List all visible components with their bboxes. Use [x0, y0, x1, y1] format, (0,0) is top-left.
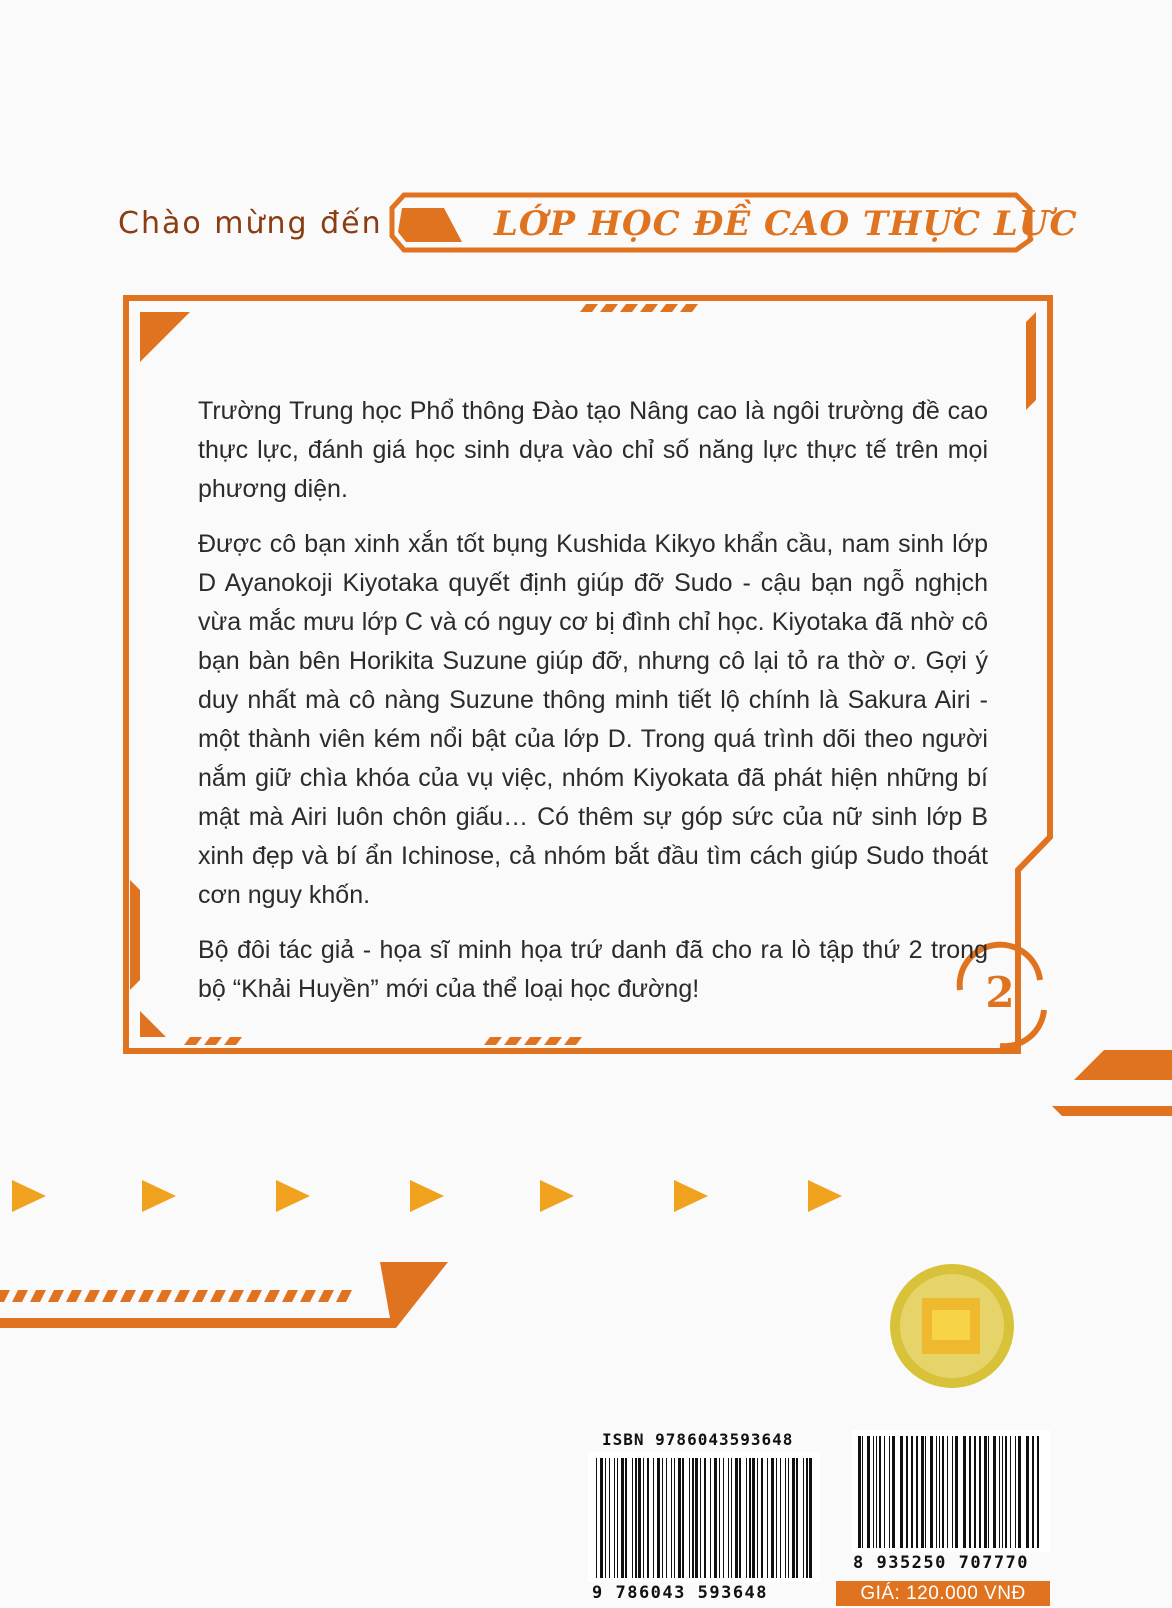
play-triangle-icon — [12, 1180, 46, 1212]
barcode-bar — [1018, 1436, 1021, 1548]
barcode-bar — [916, 1436, 918, 1548]
barcode-bar — [809, 1458, 812, 1578]
barcode-bar — [955, 1436, 958, 1548]
barcode-bar — [806, 1458, 808, 1578]
play-triangle-icon — [674, 1180, 708, 1212]
barcode-bar — [952, 1436, 953, 1548]
barcode-bar — [752, 1458, 755, 1578]
play-triangle-icon — [540, 1180, 574, 1212]
barcode-bar — [867, 1436, 870, 1548]
barcode-bar — [947, 1436, 948, 1548]
barcode-bar — [674, 1458, 675, 1578]
summary-paragraph: Trường Trung học Phổ thông Đào tạo Nâng cao là ngôi trường đề cao thực lực, đánh giá học sinh dựa vào chỉ số năng lực thực tế trên mọi phương diện. — [198, 397, 988, 503]
barcode-bar — [609, 1458, 610, 1578]
barcode-bar — [700, 1458, 701, 1578]
header-banner-cap — [398, 208, 462, 242]
barcode-bar — [936, 1436, 937, 1548]
barcode-bar — [785, 1458, 786, 1578]
barcode-bar — [876, 1436, 877, 1548]
barcode-bar — [666, 1458, 667, 1578]
diagonal-hatches — [0, 1290, 352, 1302]
barcode-bar — [638, 1458, 641, 1578]
series-title: LỚP HỌC ĐỀ CAO THỰC LỰC — [494, 204, 1078, 244]
play-triangle-icon — [142, 1180, 176, 1212]
price-badge: GIÁ: 120.000 VNĐ — [836, 1581, 1050, 1606]
barcode-bar — [803, 1458, 804, 1578]
barcode-bar — [988, 1436, 989, 1548]
barcode-bar — [969, 1436, 971, 1548]
barcode-bar — [731, 1458, 732, 1578]
barcode-bar — [621, 1458, 624, 1578]
barcode-bar — [906, 1436, 908, 1548]
barcode-bar — [930, 1436, 933, 1548]
barcode-bar — [1010, 1436, 1011, 1548]
barcode-bar — [884, 1436, 885, 1548]
barcode-bar — [984, 1436, 987, 1548]
barcode-bar — [728, 1458, 729, 1578]
play-triangle-icon — [808, 1180, 842, 1212]
barcode-bar — [689, 1458, 690, 1578]
barcode-bar — [723, 1458, 724, 1578]
barcode-bar — [771, 1458, 774, 1578]
barcode-bar — [643, 1458, 644, 1578]
barcode-bar — [1005, 1436, 1007, 1548]
diagonal-band — [0, 1262, 448, 1328]
barcode-bar — [749, 1458, 751, 1578]
barcode-bar — [605, 1458, 606, 1578]
side-stripe — [1074, 1050, 1172, 1080]
ean-barcode-digits: 8 935250 707770 — [853, 1553, 1030, 1573]
barcode-bar — [942, 1436, 944, 1548]
barcode-bar — [921, 1436, 924, 1548]
barcode-bar — [596, 1458, 597, 1578]
barcode-bar — [647, 1458, 649, 1578]
barcode-bar — [653, 1458, 654, 1578]
barcode-bar — [999, 1436, 1000, 1548]
barcode-bar — [862, 1436, 863, 1548]
barcode-bar — [979, 1436, 981, 1548]
barcode-bar — [963, 1436, 966, 1548]
barcode-bar — [714, 1458, 717, 1578]
barcode-bar — [757, 1458, 758, 1578]
barcode-bar — [792, 1458, 795, 1578]
barcode-bar — [788, 1458, 789, 1578]
barcode-bar — [625, 1458, 627, 1578]
barcode-bar — [735, 1458, 738, 1578]
frame-side-bar — [1026, 312, 1036, 410]
barcode-bar — [889, 1436, 890, 1548]
frame-hatch-bottom — [184, 1037, 582, 1045]
barcode-bar — [671, 1458, 672, 1578]
barcode-bar — [719, 1458, 720, 1578]
barcode-bar — [776, 1458, 777, 1578]
barcode-bar — [678, 1458, 681, 1578]
play-triangle-icon — [276, 1180, 310, 1212]
frame-side-bar — [130, 880, 140, 990]
barcode-bar — [974, 1436, 976, 1548]
isbn-barcode-digits: 9 786043 593648 — [592, 1583, 769, 1603]
barcode-bar — [1037, 1436, 1039, 1548]
barcode-bar — [911, 1436, 913, 1548]
barcode-bar — [617, 1458, 618, 1578]
barcode-bar — [614, 1458, 615, 1578]
barcode-bar — [692, 1458, 694, 1578]
barcode-bar — [1026, 1436, 1029, 1548]
barcode-bar — [879, 1436, 881, 1548]
barcode-bar — [939, 1436, 940, 1548]
barcode-bar — [695, 1458, 698, 1578]
barcode-bar — [600, 1458, 603, 1578]
barcode-bar — [761, 1458, 763, 1578]
frame-hatch-top — [580, 304, 698, 312]
header-welcome: Chào mừng đến — [118, 206, 383, 241]
barcode-bar — [710, 1458, 711, 1578]
barcode-bar — [993, 1436, 996, 1548]
hologram-sticker-icon — [890, 1264, 1014, 1388]
barcode-bar — [858, 1436, 861, 1548]
play-triangle-row — [12, 1180, 842, 1212]
barcode-bar — [767, 1458, 768, 1578]
barcode-bar — [1015, 1436, 1016, 1548]
barcode-bar — [873, 1436, 874, 1548]
summary-paragraph: Bộ đôi tác giả - họa sĩ minh họa trứ danh đã cho ra lò tập thứ 2 trong bộ “Khải Huyền” mới của thể loại học đường! — [198, 936, 988, 1003]
isbn-label: ISBN 9786043593648 — [602, 1430, 794, 1449]
barcode-bar — [892, 1436, 895, 1548]
summary-paragraph: Được cô bạn xinh xắn tốt bụng Kushida Kikyo khẩn cầu, nam sinh lớp D Ayanokoji Kiyotaka quyết định giúp đỡ Sudo - cậu bạn ngỗ nghịch vừa mắc mưu lớp C và có nguy cơ bị đình chỉ học. Kiyotaka đã nhờ cô bạn bàn bên Horikita Suzune giúp đỡ, nhưng cô lại tỏ ra thờ ơ. Gợi ý duy nhất mà cô nàng Suzune thông minh tiết lộ chính là Sakura Airi - một thành viên kém nổi bật của lớp D. Trong quá trình dõi theo người nắm giữ chìa khóa của vụ việc, nhóm Kiyokata đã phát hiện những bí mật mà Airi luôn chôn giấu… Có thêm sự góp sức của nữ sinh lớp B xinh đẹp và bí ẩn Ichinose, cả nhóm bắt đầu tìm cách giúp Sudo thoát cơn nguy khốn. — [198, 530, 988, 909]
barcode-bar — [657, 1458, 660, 1578]
barcode-bar — [1002, 1436, 1003, 1548]
barcode-bar — [1032, 1436, 1034, 1548]
barcode-bar — [925, 1436, 926, 1548]
volume-number: 2 — [985, 968, 1015, 1017]
play-triangle-icon — [410, 1180, 444, 1212]
barcode-bar — [662, 1458, 663, 1578]
book-summary — [198, 392, 988, 1025]
frame-corner-accent — [140, 1011, 166, 1037]
barcode-bar — [704, 1458, 706, 1578]
side-stripe — [1052, 1106, 1172, 1116]
barcode-bar — [739, 1458, 741, 1578]
barcode-bar — [682, 1458, 684, 1578]
barcode-bar — [796, 1458, 798, 1578]
barcode-bar — [632, 1458, 633, 1578]
barcode-bar — [635, 1458, 637, 1578]
barcode-bar — [900, 1436, 903, 1548]
barcode-bar — [746, 1458, 747, 1578]
frame-corner-accent — [140, 312, 190, 362]
barcode-bar — [780, 1458, 781, 1578]
